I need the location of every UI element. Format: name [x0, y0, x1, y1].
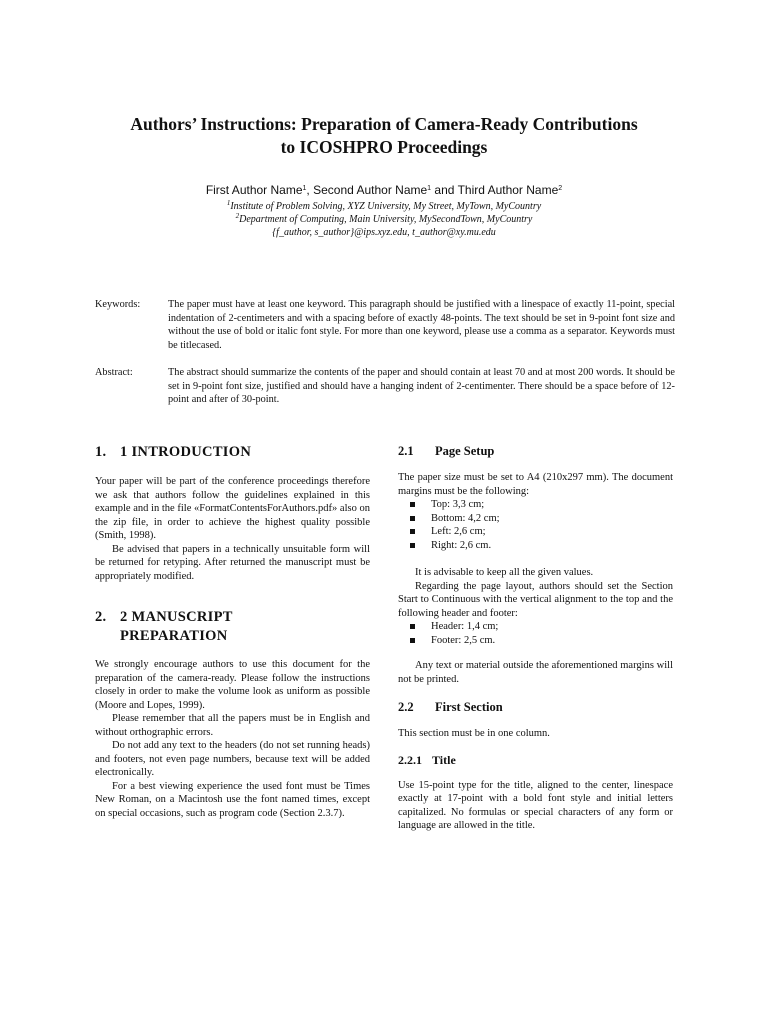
title-line-1: Authors’ Instructions: Preparation of Camera-Ready Contributions	[130, 114, 638, 134]
section-number: 1.	[95, 444, 107, 460]
paragraph: This section must be in one column.	[398, 728, 550, 739]
abstract-label: Abstract:	[95, 367, 133, 378]
keywords-text: The paper must have at least one keyword. This paragraph should be justified with a linespace of exactly 11-point, special indentation of 2-centimeters and with a spacing before of exactly 48-points. The text should be set in 9-point font size and without the use of bold or italic font style. For more than one keyword, please use a comma as a separator. Keywords must be titlecased.	[168, 299, 675, 351]
list-item: Top: 3,3 cm;	[410, 498, 673, 512]
paragraph: It is advisable to keep all the given values.	[415, 567, 594, 578]
margins-list	[398, 498, 673, 552]
right-column	[398, 443, 673, 833]
list-item: Footer: 2,5 cm.	[410, 634, 673, 648]
abstract-block	[95, 366, 675, 407]
paper-title	[60, 113, 708, 159]
affiliation-text: Institute of Problem Solving, XYZ University, My Street, MyTown, MyCountry	[230, 201, 542, 212]
list-item: Right: 2,6 cm.	[410, 539, 673, 553]
keywords-block	[95, 298, 675, 352]
section-title-line: PREPARATION	[120, 628, 228, 644]
author-separator: ,	[306, 183, 314, 197]
section-title: 1 INTRODUCTION	[120, 444, 252, 460]
keywords-label: Keywords:	[95, 299, 141, 310]
affiliation-text: Department of Computing, Main University, MySecondTown, MyCountry	[239, 214, 533, 225]
paragraph: We strongly encourage authors to use this document for the preparation of the camera-ready. Please follow the instructions closely in order to make the volume look as uniform as possible (Moore and Lopes, 1999).	[95, 659, 370, 711]
email-text: {f_author, s_author}@ips.xyz.edu, t_author@xy.mu.edu	[272, 227, 496, 238]
paragraph: Use 15-point type for the title, aligned to the center, linespace exactly at 17-point with a bold font style and initial letters capitalized. No formulas or special characters of any form or language are allowed in the title.	[398, 779, 673, 831]
subsection-heading-page-setup	[398, 443, 673, 459]
section-number: 2.	[95, 609, 107, 625]
author-affiliation-mark: 1	[302, 185, 307, 192]
section-heading-manuscript	[95, 608, 370, 646]
paragraph: Be advised that papers in a technically unsuitable form will be returned for retyping. After returned the manuscript must be appropriately modified.	[95, 543, 370, 582]
affiliation-mark: 2	[235, 212, 240, 220]
paragraph: Any text or material outside the aforementioned margins will not be printed.	[398, 660, 673, 685]
affiliation-line	[60, 200, 708, 213]
list-item: Left: 2,6 cm;	[410, 525, 673, 539]
author-emails	[60, 226, 708, 239]
subsubsection-title: Title	[432, 752, 456, 767]
affiliation-mark: 1	[226, 199, 231, 207]
author-list	[60, 182, 708, 198]
subsection-title: Page Setup	[435, 444, 495, 458]
paragraph: For a best viewing experience the used font must be Times New Roman, on a Macintosh use the font named times, except on special occasions, such as program code (Section 2.3.7).	[95, 780, 370, 819]
author-name: Third Author Name	[457, 183, 559, 197]
author-name: First Author Name	[205, 183, 303, 197]
paragraph: The paper size must be set to A4 (210x297 mm). The document margins must be the following:	[398, 472, 673, 497]
subsection-heading-first-section	[398, 699, 673, 715]
author-affiliation-mark: 1	[427, 185, 432, 192]
subsection-number: 2.2	[398, 700, 414, 714]
title-line-2: to ICOSHPRO Proceedings	[280, 137, 488, 157]
paragraph: Regarding the page layout, authors should set the Section Start to Continuous with the vertical alignment to the top and the following header and footer:	[398, 580, 673, 619]
header-footer-list	[398, 620, 673, 647]
author-affiliation-mark: 2	[558, 185, 563, 192]
section-title-line: 2 MANUSCRIPT	[120, 609, 233, 625]
left-column	[95, 443, 370, 820]
affiliation-line	[60, 213, 708, 226]
subsubsection-number: 2.2.1	[398, 752, 422, 767]
abstract-text: The abstract should summarize the contents of the paper and should contain at least 70 and at most 200 words. It should be set in 9-point font size, justified and should have a hanging indent of 2-centimenter. There should be a space before of 12-point and after of 30-point.	[168, 367, 675, 405]
author-name: Second Author Name	[313, 183, 428, 197]
paragraph: Do not add any text to the headers (do not set running heads) and footers, not even page numbers, because text will be added electronically.	[95, 740, 370, 778]
list-item: Bottom: 4,2 cm;	[410, 512, 673, 526]
paragraph: Your paper will be part of the conference proceedings therefore we ask that authors follow the guidelines explained in this example and in the file «FormatContentsForAuthors.pdf» also on the zip file, in order to achieve the highest quality possible (Smith, 1998).	[95, 476, 370, 541]
author-separator: and	[431, 183, 458, 197]
subsubsection-heading-title	[398, 752, 673, 768]
section-heading-introduction	[95, 443, 370, 462]
subsection-title: First Section	[435, 700, 503, 714]
subsection-number: 2.1	[398, 444, 414, 458]
paragraph: Please remember that all the papers must be in English and without orthographic errors.	[95, 713, 370, 738]
list-item: Header: 1,4 cm;	[410, 620, 673, 634]
section-title	[120, 608, 233, 646]
